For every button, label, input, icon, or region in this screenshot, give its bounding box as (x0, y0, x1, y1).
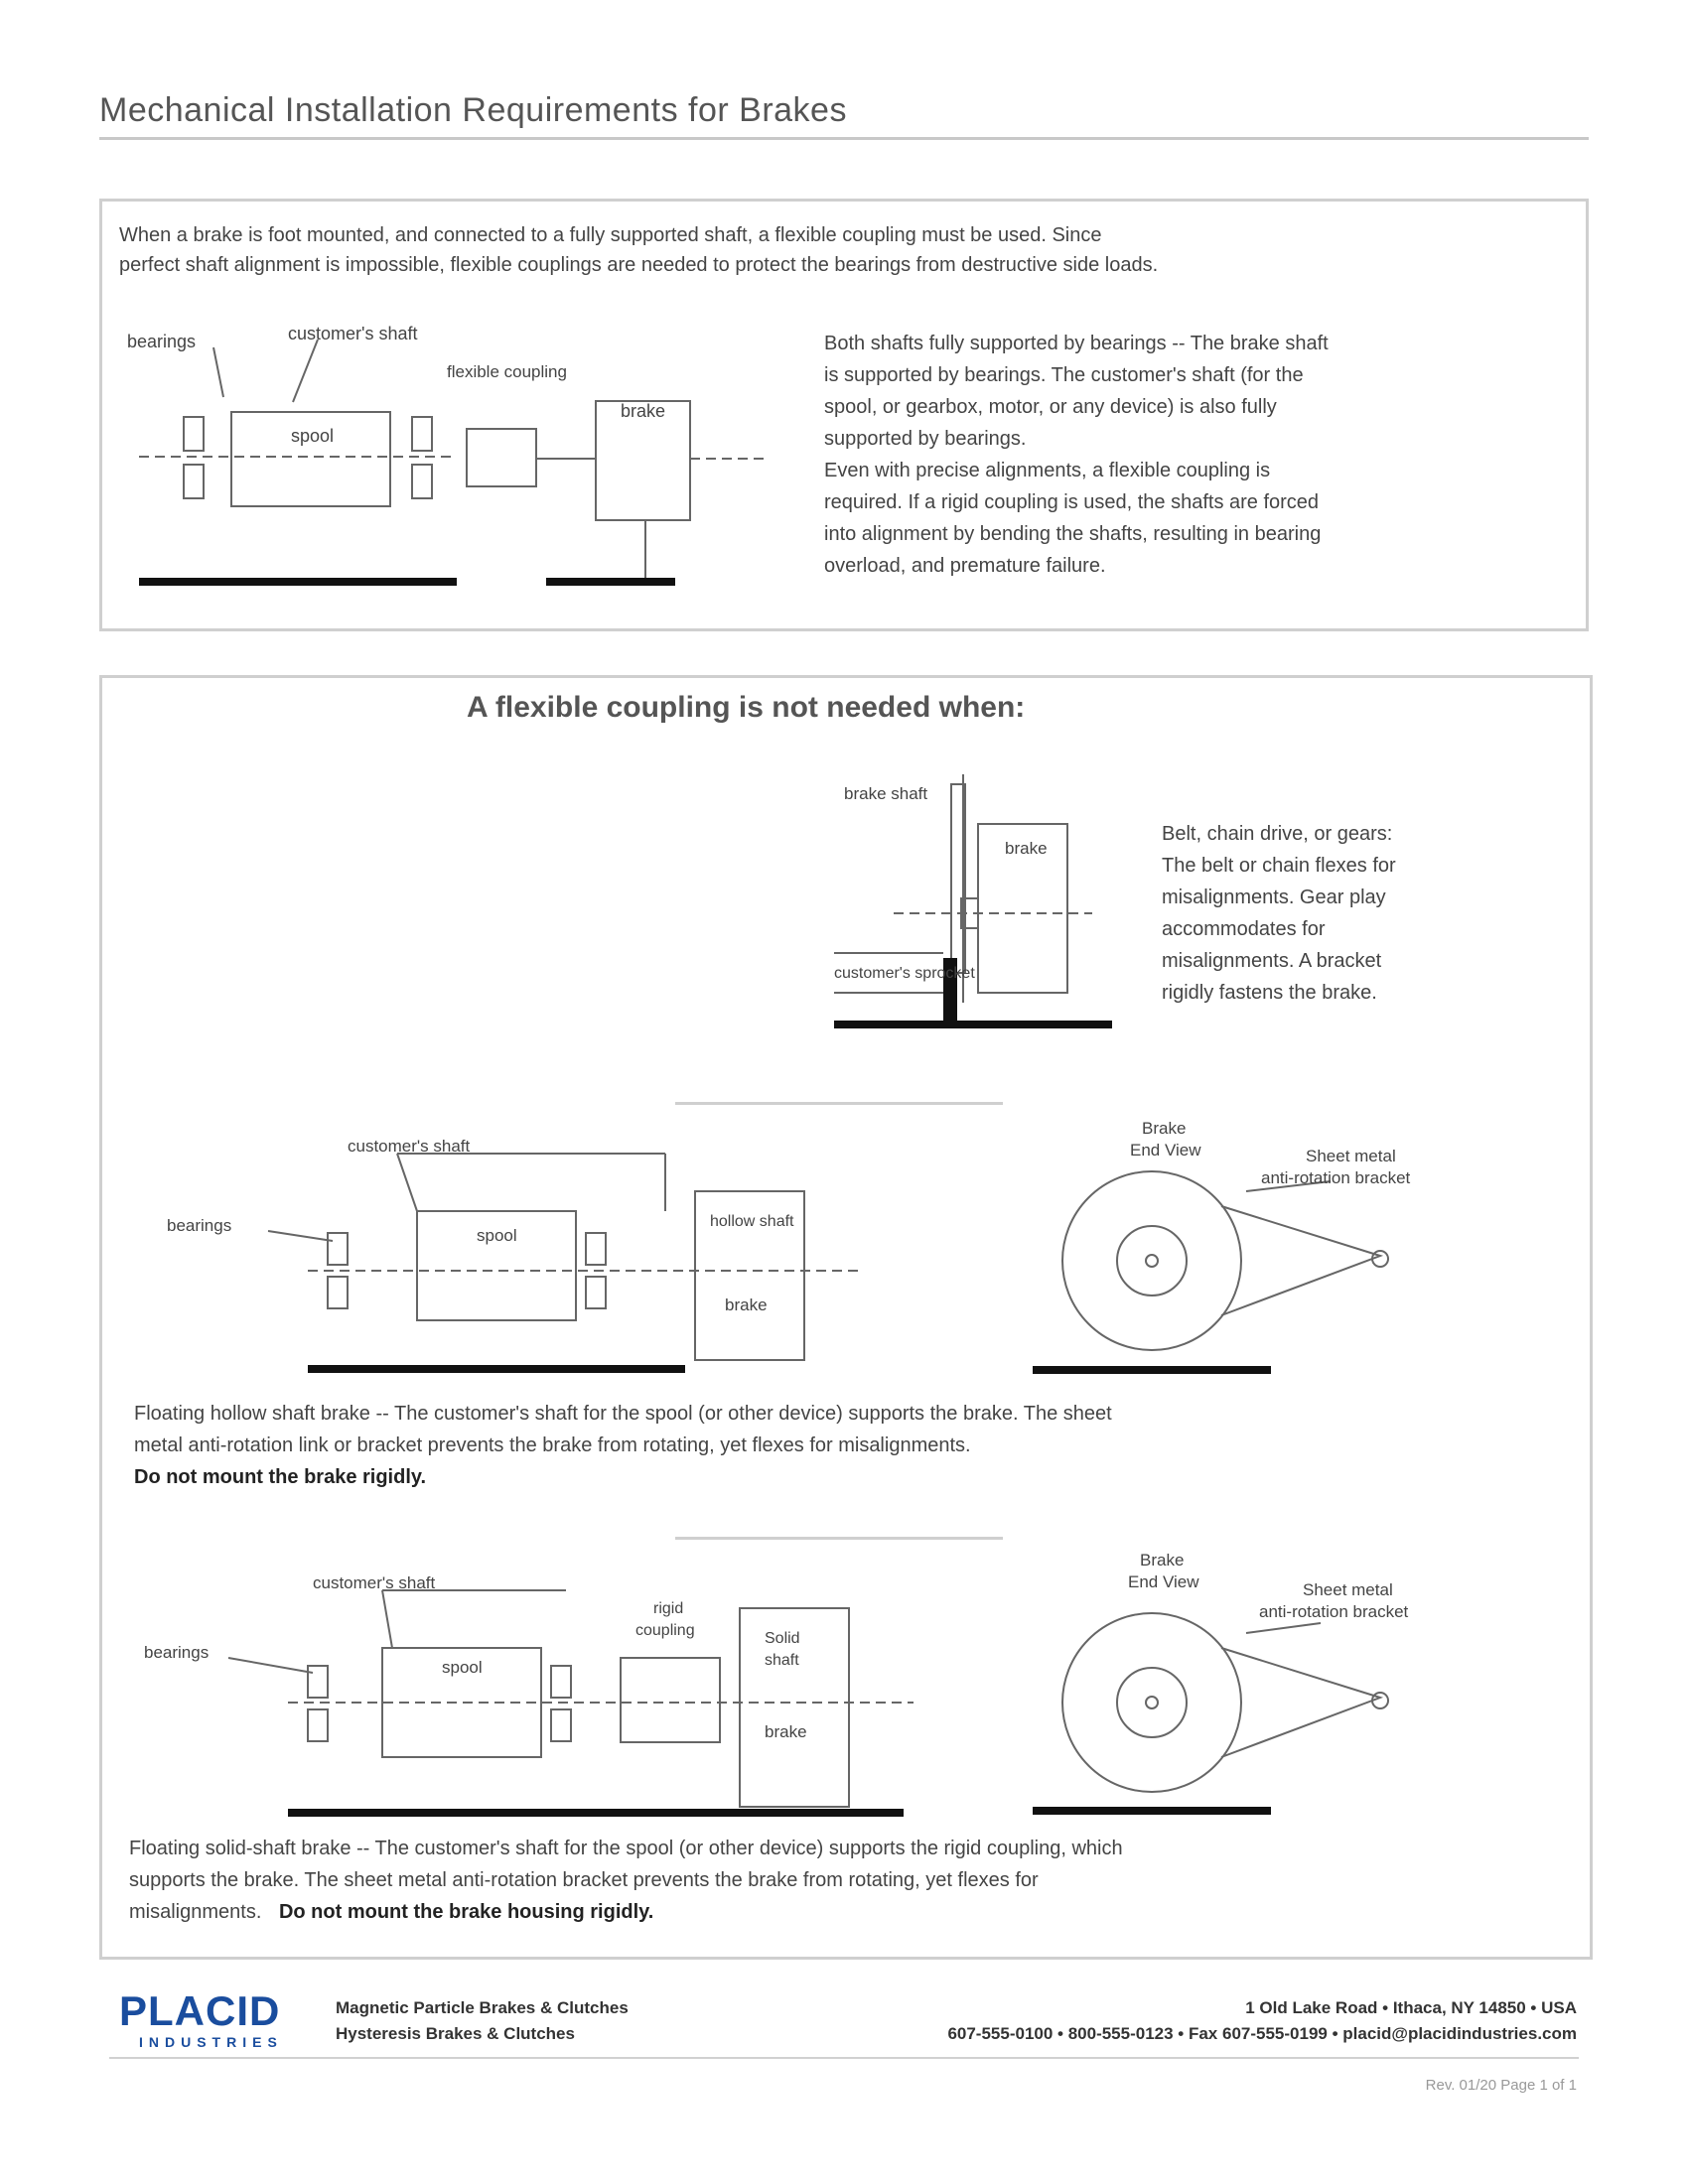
solid-label-customers-shaft: customer's shaft (313, 1573, 436, 1592)
tagline-line2: Hysteresis Brakes & Clutches (336, 2024, 575, 2043)
divider-1 (675, 1102, 1003, 1105)
belt-desc-line: The belt or chain flexes for (1162, 855, 1396, 877)
solid-label-brake-end-view-2: End View (1128, 1572, 1199, 1591)
s1-desc-line: Even with precise alignments, a flexible coupling is (824, 460, 1271, 481)
footer-rule (109, 2057, 1579, 2059)
section1-intro-line2: perfect shaft alignment is impossible, flexible couplings are needed to protect the bearings from destructive side loads. (119, 254, 1159, 276)
logo-sub-text: INDUSTRIES (139, 2034, 283, 2050)
s1-label-flexible-coupling: flexible coupling (447, 362, 567, 381)
solid-shaft-diagram (139, 1569, 914, 1827)
solid-description (129, 1833, 1569, 1928)
section2-heading: A flexible coupling is not needed when: (467, 691, 1026, 724)
solid-label-solid-shaft-2: shaft (765, 1652, 799, 1669)
s1-desc-line: required. If a rigid coupling is used, the shafts are forced (824, 491, 1320, 513)
solid-end-view-diagram (1023, 1544, 1549, 1832)
belt-label-brake-shaft: brake shaft (844, 784, 928, 803)
hollow-label-brake-end-view-1: Brake (1142, 1119, 1187, 1138)
s1-desc-line: overload, and premature failure. (824, 555, 1106, 577)
hollow-label-sheet-metal-1: Sheet metal (1306, 1147, 1396, 1165)
hollow-description (134, 1398, 1564, 1493)
hollow-label-sheet-metal-2: anti-rotation bracket (1261, 1168, 1411, 1187)
belt-desc-line: misalignments. Gear play (1162, 887, 1386, 908)
hollow-label-bearings: bearings (167, 1216, 232, 1235)
section1-description (824, 328, 1539, 582)
hollow-label-brake-end-view-2: End View (1130, 1141, 1201, 1160)
section1-intro (119, 220, 1559, 280)
page-title: Mechanical Installation Requirements for Brakes (99, 91, 847, 129)
solid-label-brake: brake (765, 1722, 807, 1741)
s1-label-brake: brake (621, 401, 666, 421)
solid-label-solid-shaft-1: Solid (765, 1630, 800, 1647)
hollow-label-spool: spool (477, 1226, 517, 1245)
placid-logo (117, 1985, 316, 2055)
s1-desc-line: is supported by bearings. The customer's shaft (for the (824, 364, 1304, 386)
s1-label-spool: spool (291, 426, 335, 446)
section1-intro-line1: When a brake is foot mounted, and connected to a fully supported shaft, a flexible coupling must be used. Since (119, 224, 1102, 246)
hollow-end-view-diagram (1033, 1112, 1549, 1390)
belt-desc-line: misalignments. A bracket (1162, 950, 1382, 972)
solid-desc-line2: supports the brake. The sheet metal anti-rotation bracket prevents the brake from rotating, yet flexes for (129, 1869, 1039, 1891)
hollow-desc-line2: metal anti-rotation link or bracket prevents the brake from rotating, yet flexes for misalignments. (134, 1434, 971, 1456)
hollow-label-hollow-shaft: hollow shaft (710, 1213, 794, 1230)
s1-label-customers-shaft: customer's shaft (288, 324, 418, 343)
hollow-warning: Do not mount the brake rigidly. (134, 1466, 427, 1488)
s1-label-bearings: bearings (127, 332, 197, 351)
logo-main-text: PLACID (119, 1987, 281, 2034)
address-line1: 1 Old Lake Road • Ithaca, NY 14850 • USA (1245, 1998, 1577, 2017)
solid-label-sheet-metal-1: Sheet metal (1303, 1580, 1393, 1599)
belt-drive-diagram (774, 754, 1152, 1032)
solid-label-brake-end-view-1: Brake (1140, 1551, 1185, 1570)
belt-desc-line: rigidly fastens the brake. (1162, 982, 1377, 1004)
hollow-desc-line1: Floating hollow shaft brake -- The customer's shaft for the spool (or other device) supports the brake. The sheet (134, 1403, 1112, 1425)
solid-label-rigid-coupling-2: coupling (635, 1622, 695, 1639)
belt-description (1162, 818, 1559, 1009)
s1-desc-line: supported by bearings. (824, 428, 1027, 450)
belt-desc-line: Belt, chain drive, or gears: (1162, 823, 1393, 845)
solid-label-spool: spool (442, 1658, 483, 1677)
belt-desc-line: accommodates for (1162, 918, 1326, 940)
s1-desc-line: Both shafts fully supported by bearings -- The brake shaft (824, 333, 1329, 354)
hollow-label-brake: brake (725, 1296, 768, 1314)
footer-tagline (336, 1995, 629, 2047)
solid-label-sheet-metal-2: anti-rotation bracket (1259, 1602, 1409, 1621)
solid-warning: Do not mount the brake housing rigidly. (278, 1901, 654, 1923)
s1-desc-line: into alignment by bending the shafts, resulting in bearing (824, 523, 1322, 545)
solid-label-bearings: bearings (144, 1643, 210, 1662)
s1-desc-line: spool, or gearbox, motor, or any device) is also fully (824, 396, 1277, 418)
solid-desc-line1: Floating solid-shaft brake -- The customer's shaft for the spool (or other device) supports the rigid coupling, which (129, 1838, 1123, 1859)
title-rule (99, 137, 1589, 140)
divider-2 (675, 1537, 1003, 1540)
belt-label-customers-sprocket: customer's sprocket (834, 965, 975, 982)
hollow-label-customers-shaft: customer's shaft (348, 1137, 471, 1156)
footer-address (947, 1995, 1577, 2047)
section1-diagram (109, 318, 824, 606)
address-line2: 607-555-0100 • 800-555-0123 • Fax 607-555-0199 • placid@placidindustries.com (947, 2024, 1577, 2043)
tagline-line1: Magnetic Particle Brakes & Clutches (336, 1998, 629, 2017)
belt-label-brake: brake (1005, 839, 1048, 858)
hollow-shaft-diagram (159, 1132, 874, 1380)
solid-desc-line3-wrap (129, 1896, 1569, 1928)
solid-label-rigid-coupling-1: rigid (653, 1600, 684, 1617)
page-number: Rev. 01/20 Page 1 of 1 (1425, 2077, 1577, 2094)
solid-desc-line3: misalignments. (129, 1901, 262, 1923)
